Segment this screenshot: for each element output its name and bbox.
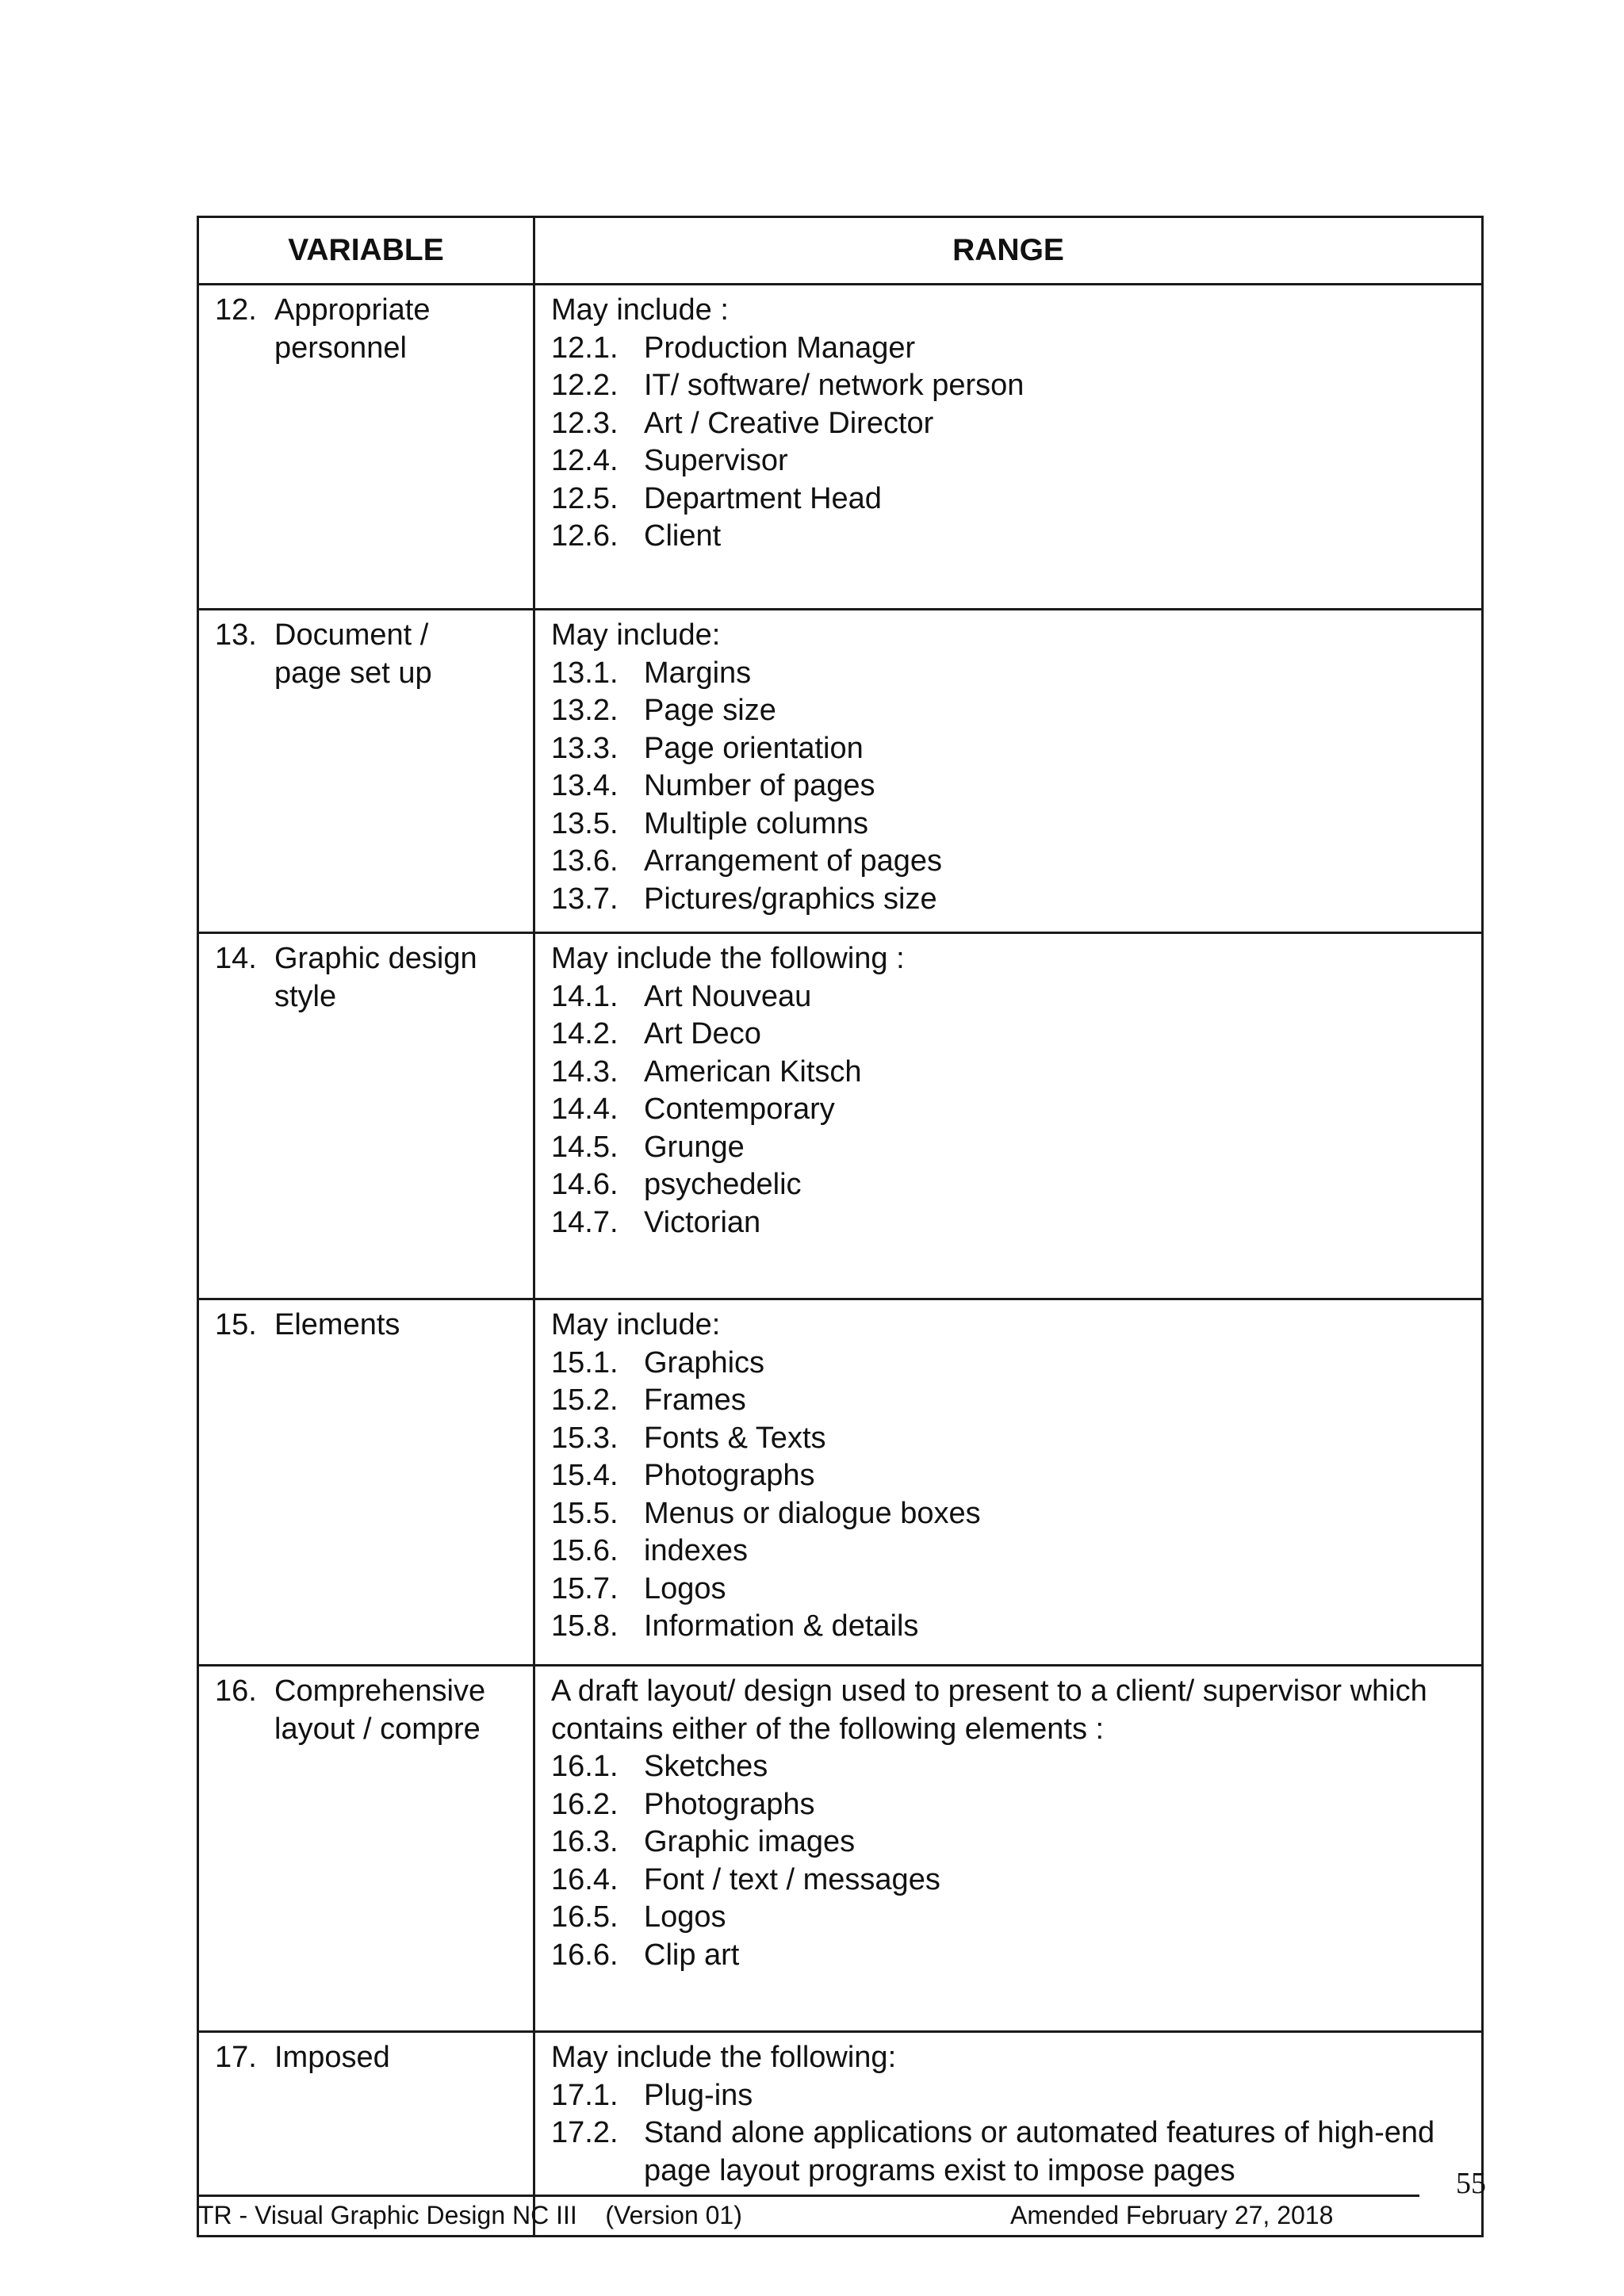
list-item [551, 1571, 1481, 1609]
variable-cell [198, 1666, 534, 2032]
list-item [551, 978, 1481, 1016]
list-item-text: Photographs [644, 1459, 815, 1492]
list-item [551, 1937, 1481, 1975]
list-item-number: 14.4. [551, 1093, 619, 1126]
list-item-number: 15.5. [551, 1496, 619, 1530]
list-item-text: Multiple columns [644, 806, 868, 840]
variable [215, 1307, 533, 1345]
list-item [551, 1786, 1481, 1824]
list-item-number: 17.2. [551, 2116, 619, 2149]
list-item [551, 1166, 1481, 1204]
range-intro: May include: [551, 618, 721, 652]
page-number: 55 [1456, 2167, 1486, 2200]
list-item-number: 13.5. [551, 806, 619, 840]
range-cell [534, 933, 1483, 1299]
list-item [551, 2077, 1481, 2115]
list-item [551, 881, 1481, 919]
list-item-number: 17.1. [551, 2078, 619, 2112]
footer-document-title: TR - Visual Graphic Design NC III (Version 01) [198, 2201, 742, 2229]
variable-number: 12. [215, 293, 257, 327]
variable-label: Comprehensive layout / compre [274, 1674, 486, 1746]
header-variable: VARIABLE [198, 217, 534, 285]
list-item-text: Font / text / messages [644, 1862, 940, 1896]
list-item-text: Art Deco [644, 1017, 761, 1050]
variable-number: 13. [215, 618, 257, 652]
list-item-text: Contemporary [644, 1093, 835, 1126]
list-item-text: Frames [644, 1383, 746, 1417]
list-item-text: Page orientation [644, 731, 864, 765]
variable [215, 1673, 533, 1748]
list-item-number: 16.2. [551, 1787, 619, 1821]
list-item [551, 1823, 1481, 1862]
list-item-text: Graphics [644, 1345, 765, 1380]
list-item-number: 15.4. [551, 1459, 619, 1492]
table-row [198, 933, 1483, 1299]
list-item-number: 14.6. [551, 1168, 619, 1201]
list-item [551, 1016, 1481, 1054]
list-item [551, 843, 1481, 881]
list-item-text: Sketches [644, 1750, 768, 1783]
list-item [551, 1204, 1481, 1242]
list-item-number: 13.1. [551, 656, 619, 690]
list-item-text: Department Head [644, 481, 882, 515]
list-item-text: Supervisor [644, 444, 788, 477]
list-item-text: Photographs [644, 1787, 815, 1821]
table-header-row [198, 217, 1483, 285]
variable-number: 14. [215, 942, 257, 975]
list-item-number: 12.6. [551, 519, 619, 553]
list-item-number: 15.3. [551, 1421, 619, 1455]
list-item-text: IT/ software/ network person [644, 369, 1025, 402]
list-item-text: Menus or dialogue boxes [644, 1496, 981, 1530]
table-row [198, 1299, 1483, 1666]
list-item [551, 518, 1481, 556]
list-item-number: 14.3. [551, 1054, 619, 1089]
list-item [551, 1054, 1481, 1092]
list-item-text: Plug-ins [644, 2078, 753, 2112]
list-item [551, 655, 1481, 693]
range-cell [534, 610, 1483, 933]
list-item [551, 330, 1481, 368]
list-item-text: Margins [644, 656, 752, 690]
list-item [551, 767, 1481, 806]
list-item [551, 405, 1481, 443]
list-item-number: 16.1. [551, 1750, 619, 1783]
list-item [551, 442, 1481, 480]
list-item [551, 1129, 1481, 1167]
list-item [551, 2114, 1481, 2190]
list-item-number: 14.1. [551, 979, 619, 1013]
list-item-number: 16.5. [551, 1900, 619, 1934]
range-cell [534, 1299, 1483, 1666]
list-item-number: 16.3. [551, 1825, 619, 1858]
list-item-text: Victorian [644, 1205, 761, 1239]
range-intro: A draft layout/ design used to present to a client/ supervisor which contains either of the following elements : [551, 1674, 1427, 1746]
list-item [551, 806, 1481, 844]
header-range: RANGE [534, 217, 1483, 285]
variable-number: 16. [215, 1674, 257, 1708]
footer-amended-date: Amended February 27, 2018 [1010, 2201, 1334, 2229]
list-item [551, 1748, 1481, 1786]
list-item [551, 367, 1481, 405]
list-item-number: 12.1. [551, 331, 619, 365]
list-item [551, 730, 1481, 768]
variable-cell [198, 285, 534, 610]
list-item-number: 13.3. [551, 731, 619, 765]
list-item [551, 1862, 1481, 1900]
table-row [198, 1666, 1483, 2032]
list-item [551, 1495, 1481, 1533]
list-item-number: 16.4. [551, 1862, 619, 1896]
list-item [551, 1382, 1481, 1420]
list-item-number: 12.5. [551, 481, 619, 515]
variable [215, 292, 533, 367]
variable-number: 17. [215, 2041, 257, 2074]
list-item-text: American Kitsch [644, 1054, 862, 1089]
list-item [551, 1608, 1481, 1646]
variable-cell [198, 933, 534, 1299]
list-item-number: 14.5. [551, 1130, 619, 1164]
range-cell [534, 285, 1483, 610]
list-item-number: 13.6. [551, 844, 619, 878]
list-item [551, 1420, 1481, 1458]
list-item [551, 1457, 1481, 1495]
variable-label: Graphic design style [274, 942, 477, 1013]
list-item-text: indexes [644, 1534, 748, 1567]
list-item-text: Number of pages [644, 769, 875, 802]
list-item-text: Pictures/graphics size [644, 882, 937, 916]
list-item-text: Arrangement of pages [644, 844, 943, 878]
list-item-text: Page size [644, 694, 776, 727]
list-item-number: 12.4. [551, 444, 619, 477]
list-item-number: 15.1. [551, 1345, 619, 1380]
list-item-text: Information & details [644, 1609, 919, 1643]
list-item [551, 1899, 1481, 1937]
list-item [551, 1091, 1481, 1129]
variable-label: Appropriate personnel [274, 293, 431, 365]
list-item [551, 480, 1481, 519]
variable-label: Elements [274, 1308, 400, 1341]
list-item [551, 1345, 1481, 1383]
list-item-text: Art / Creative Director [644, 406, 934, 440]
variable-label: Imposed [274, 2041, 390, 2074]
variable [215, 2039, 533, 2077]
list-item-text: Art Nouveau [644, 979, 812, 1013]
list-item-number: 15.7. [551, 1571, 619, 1605]
variable [215, 940, 533, 1016]
list-item-text: Graphic images [644, 1825, 856, 1858]
list-item-number: 13.7. [551, 882, 619, 916]
list-item-number: 14.7. [551, 1205, 619, 1239]
list-item-number: 14.2. [551, 1017, 619, 1050]
range-intro: May include: [551, 1308, 721, 1341]
variable-cell [198, 610, 534, 933]
variable-label: Document / page set up [274, 618, 432, 690]
list-item-number: 15.6. [551, 1534, 619, 1567]
list-item-text: Logos [644, 1571, 726, 1605]
list-item-text: Grunge [644, 1130, 745, 1164]
footer-rule [197, 2195, 1419, 2197]
list-item-number: 15.2. [551, 1383, 619, 1417]
list-item-number: 15.8. [551, 1609, 619, 1643]
list-item-text: Client [644, 519, 722, 553]
list-item [551, 1533, 1481, 1571]
list-item-text: Production Manager [644, 331, 916, 365]
range-intro: May include the following : [551, 942, 905, 975]
range-intro: May include : [551, 293, 729, 327]
list-item-number: 16.6. [551, 1938, 619, 1972]
list-item-number: 12.3. [551, 406, 619, 440]
list-item-number: 12.2. [551, 369, 619, 402]
list-item-text: Fonts & Texts [644, 1421, 826, 1455]
table-row [198, 610, 1483, 933]
list-item-number: 13.4. [551, 769, 619, 802]
list-item-text: psychedelic [644, 1168, 802, 1201]
variable-number: 15. [215, 1308, 257, 1341]
range-table [197, 216, 1484, 2237]
table-row [198, 285, 1483, 610]
range-cell [534, 1666, 1483, 2032]
variable-cell [198, 1299, 534, 1666]
list-item-number: 13.2. [551, 694, 619, 727]
list-item-text: Stand alone applications or automated features of high-end page layout programs exist to impose pages [644, 2116, 1435, 2187]
range-intro: May include the following: [551, 2041, 897, 2074]
list-item-text: Clip art [644, 1938, 740, 1972]
variable [215, 617, 533, 692]
list-item-text: Logos [644, 1900, 726, 1934]
list-item [551, 692, 1481, 730]
